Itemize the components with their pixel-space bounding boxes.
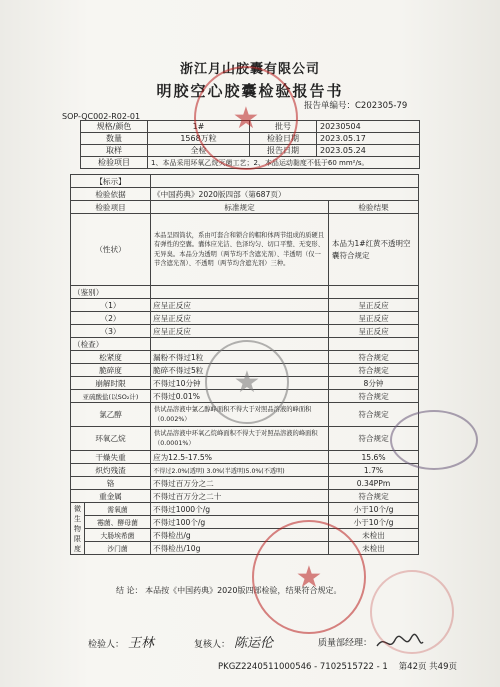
item-label: 检验项目: [81, 157, 148, 169]
quality-stamp-middle: [205, 340, 289, 424]
basis-value: 《中国药典》2020版四部（第687页）: [151, 188, 419, 201]
micro-item: 需氧菌: [85, 503, 151, 516]
remark-label: 【标示】: [71, 175, 151, 188]
company-stamp-bottom: [252, 520, 366, 634]
check-result: 符合规定: [329, 364, 419, 377]
check-result: 符合规定: [329, 403, 419, 427]
info-label: 规格/颜色: [81, 121, 148, 133]
qa-label: 质量部经理：: [318, 638, 373, 649]
check-result: 符合规定: [329, 490, 419, 503]
check-result: 符合规定: [329, 390, 419, 403]
report-number: 报告单编号：C202305-79: [304, 101, 408, 111]
ident-result: 呈正反应: [329, 325, 419, 338]
conclusion-label: 结 论：: [116, 586, 143, 595]
check-item: 崩解时限: [71, 377, 151, 390]
check-std: 脆碎不得过5粒: [151, 364, 329, 377]
appearance-label: （性状）: [71, 214, 151, 286]
ident-label: （鉴别）: [71, 286, 151, 299]
ident-std: 应呈正反应: [151, 299, 329, 312]
check-item: 炽灼残渣: [71, 464, 151, 477]
check-result: 8分钟: [329, 377, 419, 390]
check-label: （检查）: [71, 338, 151, 351]
ident-result: 呈正反应: [329, 299, 419, 312]
micro-result: 小于10个/g: [329, 516, 419, 529]
micro-std: 不得检出/10g: [151, 542, 329, 555]
check-item: 干燥失重: [71, 451, 151, 464]
info-value: 20230504: [317, 121, 420, 133]
check-result: 0.34PPm: [329, 477, 419, 490]
micro-item: 沙门菌: [85, 542, 151, 555]
conclusion-text: 本品按《中国药典》2020版四部检验，结果符合规定。: [145, 586, 342, 595]
micro-std: 不得过100个/g: [151, 516, 329, 529]
check-std: 不得过10分钟: [151, 377, 329, 390]
doc-number: SOP-QC002-R02-01: [62, 112, 141, 121]
info-label: 数量: [81, 133, 148, 145]
check-std: 不得过百万分之二十: [151, 490, 329, 503]
footer-page: 第42页 共49页: [398, 662, 457, 672]
stamp-star-icon: ★: [232, 100, 260, 136]
ident-std: 应呈正反应: [151, 325, 329, 338]
stamp-star-icon: ★: [233, 364, 261, 400]
info-label: 报告日期: [250, 145, 317, 157]
check-item: 环氧乙烷: [71, 427, 151, 451]
reviewer-label: 复核人：: [194, 640, 231, 650]
report-title: 明胶空心胶囊检验报告书: [156, 82, 344, 100]
check-item: 氯乙醇: [71, 403, 151, 427]
quality-stamp-top: [194, 66, 298, 170]
info-value: 全检: [148, 145, 250, 157]
ident-item: （2）: [71, 312, 151, 325]
micro-item: 霉菌、酵母菌: [85, 516, 151, 529]
micro-result: 未检出: [329, 529, 419, 542]
inspector-signature: [88, 632, 154, 651]
reviewer-signature: [194, 632, 273, 651]
faint-stamp-bottom-right: [370, 570, 454, 654]
micro-std: 不得检出/g: [151, 529, 329, 542]
micro-result: 未检出: [329, 542, 419, 555]
check-std: 不得过2.0%(透明) 3.0%(半透明)5.0%(不透明): [151, 464, 329, 477]
appearance-result: 本品为1#红黄不透明空囊符合规定: [329, 214, 419, 286]
check-std: 不得过0.01%: [151, 390, 329, 403]
micro-item: 大肠埃希菌: [85, 529, 151, 542]
inspector-name: 王林: [128, 636, 155, 651]
check-std: 应为12.5-17.5%: [151, 451, 329, 464]
col-std: 标准规定: [151, 201, 329, 214]
item-value: 1、本品采用环氧乙烷灭菌工艺；2、本品运动黏度不低于60 mm²/s。: [148, 157, 420, 169]
footer-code: PKGZ2240511000546 - 7102515722 - 1: [218, 662, 388, 672]
ident-item: （1）: [71, 299, 151, 312]
info-label: 取样: [81, 145, 148, 157]
inspector-label: 检验人：: [88, 640, 125, 650]
check-std: 不得过百万分之二: [151, 477, 329, 490]
check-item: 脆碎度: [71, 364, 151, 377]
check-std: 供试品溶液中氯乙醇峰面积不得大于对照品溶液的峰面积（0.002%）: [151, 403, 329, 427]
check-result: 15.6%: [329, 451, 419, 464]
reviewer-name: 陈运伦: [234, 636, 274, 651]
micro-label: 微生物限度: [71, 503, 85, 555]
info-value: 1568万粒: [148, 133, 250, 145]
ident-result: 呈正反应: [329, 312, 419, 325]
info-value: 2023.05.24: [317, 145, 420, 157]
company-name: 浙江月山胶囊有限公司: [179, 62, 320, 77]
ident-std: 应呈正反应: [151, 312, 329, 325]
appearance-std: 本品呈圆筒状，系由可套合和锁合的帽和体两节组成的质硬且有弹性的空囊。囊体应光洁、色泽均匀、切口平整、无变形、无异臭。本品分为透明（两节均不含遮光剂）、半透明（仅一节含遮光剂）、不透明（两节均含遮光剂）三种。: [151, 214, 329, 286]
micro-result: 小于10个/g: [329, 503, 419, 516]
info-value: 2023.05.17: [317, 133, 420, 145]
stamp-star-icon: ★: [295, 559, 323, 595]
check-item: 重金属: [71, 490, 151, 503]
check-item: 铬: [71, 477, 151, 490]
check-std: 供试品溶液中环氧乙烷峰面积不得大于对照品溶液的峰面积（0.0001%）: [151, 427, 329, 451]
micro-std: 不得过1000个/g: [151, 503, 329, 516]
info-label: 检验日期: [250, 133, 317, 145]
basis-label: 检验依据: [71, 188, 151, 201]
oval-stamp: [390, 410, 478, 470]
col-item: 检验项目: [71, 201, 151, 214]
check-item: 亚硫酸盐(以SO₂计): [71, 390, 151, 403]
ident-item: （3）: [71, 325, 151, 338]
check-result: 符合规定: [329, 351, 419, 364]
check-std: 漏粉不得过1粒: [151, 351, 329, 364]
info-label: 批号: [250, 121, 317, 133]
check-result: 符合规定: [329, 427, 419, 451]
check-result: 1.7%: [329, 464, 419, 477]
col-result: 检验结果: [329, 201, 419, 214]
check-item: 松紧度: [71, 351, 151, 364]
page-footer: [218, 660, 457, 672]
info-value: 1#: [148, 121, 250, 133]
